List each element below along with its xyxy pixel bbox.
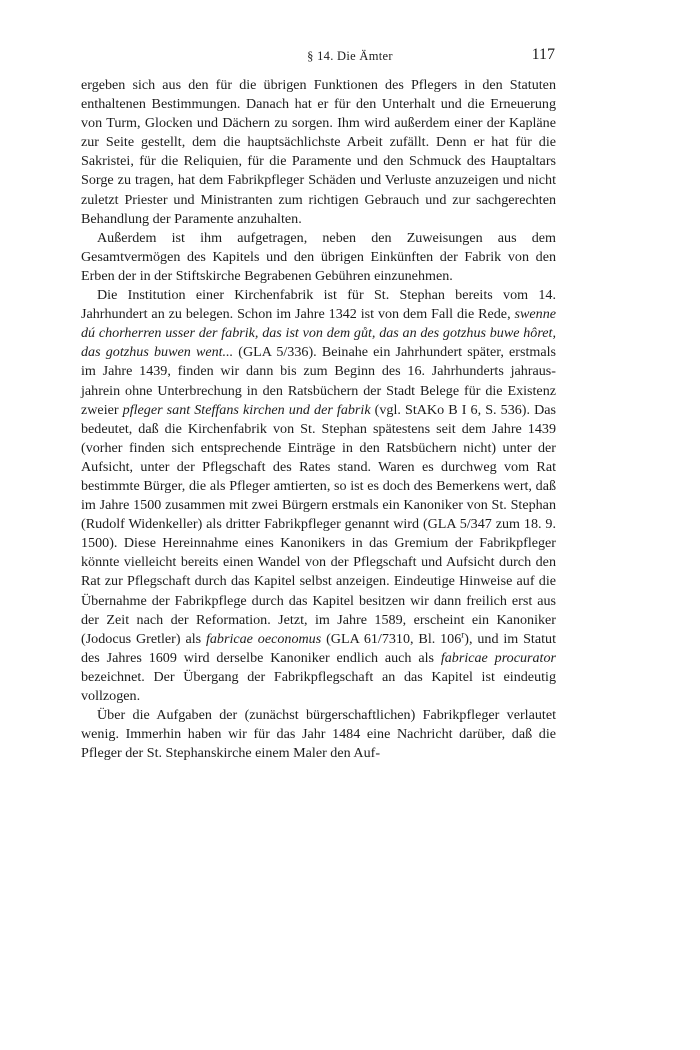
italic-quotation: fabricae procurator xyxy=(440,649,556,666)
text-segment: (GLA 61/7310, Bl. 106 xyxy=(321,630,462,647)
paragraph-fees xyxy=(81,229,556,286)
italic-quotation: fabricae oeconomus xyxy=(205,630,322,647)
text-segment: (GLA 5/336). Beinahe ein Jahrhundert später, erstmals im Jahre 1439, finden wir dann bis zum Beginn des 16. Jahrhunderts jahraus-jahrein ohne Unterbrechung in den Ratsbüchern der Stadt Belege für die Existenz zweier xyxy=(81,344,556,418)
italic-quotation: pfleger sant Steffans kirchen und der fabrik xyxy=(122,401,371,418)
body-text xyxy=(81,76,556,763)
text-segment: Die Institution einer Kirchenfabrik ist für St. Stephan bereits vom 14. Jahrhundert an zu belegen. Schon im Jahre 1342 ist von dem Fall die Rede, xyxy=(81,287,556,323)
text-segment: Außerdem ist ihm aufgetragen, neben den Zuweisungen aus dem Gesamtvermögen des Kapitels und den übrigen Einkünften der Fabrik von den Erben der in der Stiftskirche Begrabenen Gebühren einzunehmen. xyxy=(81,229,556,284)
italic-quotation: swenne dú chorherren usser der fabrik, das ist von dem gůt, das an des gotzhus buwe hôret, das gotzhus buwen went... xyxy=(81,306,556,361)
running-title: § 14. Die Ämter xyxy=(307,49,393,63)
text-segment: Über die Aufgaben der (zunächst bürgerschaftlichen) Fabrikpfleger verlautet wenig. Immerhin haben wir für das Jahr 1484 eine Nachricht darüber, daß die Pfleger der St. Stephanskirche einem Maler den Auf- xyxy=(81,707,556,762)
text-segment: (vgl. StAKo B I 6, S. 536). Das bedeutet, daß die Kirchenfabrik von St. Stephan spätestens seit dem Jahre 1439 (vorher finden sich entsprechende Einträge in den Ratsbüchern nicht) unter der Aufsicht, unter der Pflegschaft des Rates stand. Waren es durchweg vom Rat bestimmte Bürger, die als Pfleger amtierten, so ist es doch des Bemerkens wert, daß im Jahre 1500 zusammen mit zwei Bürgern erstmals ein Kanoniker von St. Stephan (Rudolf Widenkeller) als dritter Fabrikpfleger genannt wird (GLA 5/347 zum 18. 9. 1500). Diese Hereinnahme eines Kanonikers in das Gremium der Fabrikpfleger könnte vielleicht bereits einen Wandel von der Pflegschaft und Aufsicht durch den Rat zur Pflegschaft durch das Kapitel selbst anzeigen. Eindeutige Hinweise auf die Übernahme der Fabrikpflege durch das Kapitel besitzen wir dann freilich erst aus der Zeit nach der Reformation. Jetzt, im Jahre 1589, erscheint ein Kanoniker (Jodocus Gretler) als xyxy=(81,401,557,647)
text-segment: ergeben sich aus den für die übrigen Funktionen des Pflegers in den Statuten enthaltenen Bestimmungen. Danach hat er für den Unterhalt und die Erneuerung von Turm, Glocken und Dächern zu sorgen. Ihm wird außerdem einer der Kapläne zur Seite gestellt, dem die hauptsächlichste Arbeit zufällt. Denn er hat für die Sakristei, für die Reliquien, für die Paramente und den Schmuck des Hauptaltars Sorge zu tragen, hat dem Fabrikpfleger Schäden und Verluste anzuzeigen und nicht zuletzt Priester und Ministranten zum richtigen Gebrauch und zur sachgerechten Behandlung der Paramente anzuhalten. xyxy=(81,77,556,227)
paragraph-continuation xyxy=(81,76,556,229)
paragraph-duties xyxy=(81,706,556,763)
text-segment: r xyxy=(461,629,465,640)
text-segment: bezeichnet. Der Übergang der Fabrikpflegschaft an das Kapitel ist eindeutig vollzogen. xyxy=(81,668,556,704)
page-number: 117 xyxy=(531,46,555,63)
text-segment: ), und im Statut des Jahres 1609 wird derselbe Kanoniker endlich auch als xyxy=(81,630,556,666)
running-head xyxy=(0,46,700,70)
paragraph-institution xyxy=(81,286,556,706)
